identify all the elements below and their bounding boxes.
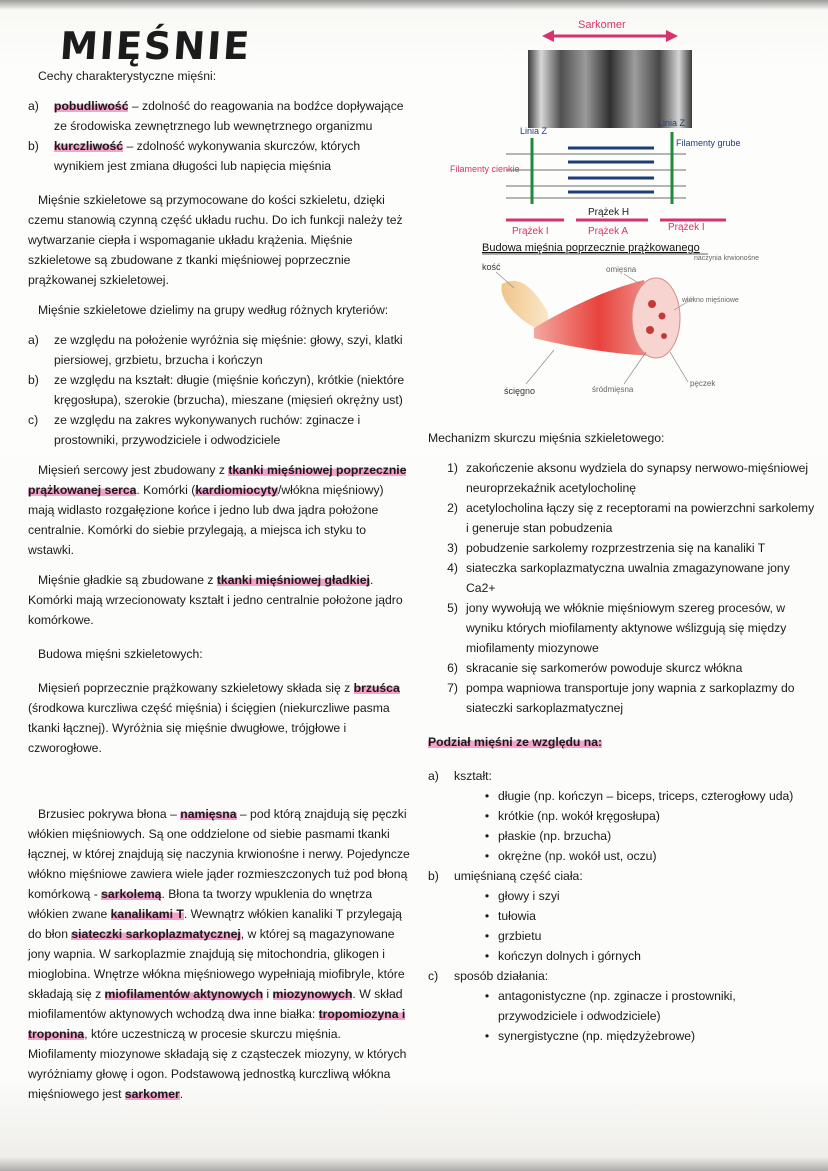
bullet-item: • płaskie (np. brzucha): [484, 829, 612, 843]
division-group: c) sposób działania:: [428, 969, 549, 983]
step-item: 4) siateczka sarkoplazmatyczna uwalnia zmagazynowane jony Ca2+: [447, 561, 790, 595]
mechanism-steps: [428, 458, 818, 718]
para-skeletal: Mięśnie szkieletowe są przymocowane do kości szkieletu, dzięki czemu stanowią czynną część układu ruchu. Do ich funkcji należy też wytwarzanie ciepła i wspomaganie układu krążenia. Mięśnie szkieletowe są zbudowane z tkanki mięśniowej poprzecznie prążkowanej szkieletowej.: [28, 193, 403, 287]
bullet-item: • grzbietu: [484, 929, 542, 943]
bullet-item: • krótkie (np. wokół kręgosłupa): [484, 809, 660, 823]
bullet-item: • długie (np. kończyn – biceps, triceps, czterogłowy uda): [484, 789, 794, 803]
label-fiber: włókno mięśniowe: [682, 297, 739, 304]
bullet-item: • antagonistyczne (np. zginacze i prostowniki, przywodziciele i odwodziciele): [484, 989, 736, 1023]
z-line-right-label: Linia Z: [658, 118, 686, 128]
group-item: b) ze względu na kształt: długie (mięśnie kończyn), krótkie (niektóre kręgosłupa), szerokie (brzucha), mieszane (mięsień okrężny ust): [28, 373, 405, 407]
division-group: b) umięśnianą część ciała:: [428, 869, 583, 883]
band-i-right-label: Prążek I: [668, 222, 705, 233]
label-epimysium: omięsna: [606, 265, 637, 274]
feature-item: b) kurczliwość – zdolność wykonywania skurczów, których wynikiem jest zmiana długości lub napięcia mięśnia: [28, 139, 361, 173]
mechanism-heading: Mechanizm skurczu mięśnia szkieletowego:: [428, 431, 665, 445]
top-shadow: [0, 0, 828, 10]
thin-filaments-label: Filamenty cienkie: [450, 164, 520, 174]
groups-intro: Mięśnie szkieletowe dzielimy na grupy według różnych kryteriów:: [38, 303, 389, 317]
step-item: 7) pompa wapniowa transportuje jony wapnia z sarkoplazmy do siateczki sarkoplazmatycznej: [447, 681, 795, 715]
para-heart: Mięsień sercowy jest zbudowany z tkanki mięśniowej poprzecznie prążkowanej serca. Komórki (kardiomiocyty/włókna mięśniowy) mają widlasto rozgałęzione końce i jedno lub dwa jądra położone centralnie. Komórki do siebie przylegają, a miejsca ich styku to wstawki.: [28, 463, 407, 557]
z-line-left-label: Linia Z: [520, 126, 548, 136]
muscle-figure: [474, 240, 814, 410]
sarcomere-label: Sarkomer: [578, 19, 626, 31]
group-item: a) ze względu na położenie wyróżnia się mięśnie: głowy, szyi, klatki piersiowej, grzbietu, brzucha i kończyn: [28, 333, 403, 367]
sarcomere-diagram: [446, 14, 816, 240]
features-heading: Cechy charakterystyczne mięśni:: [38, 69, 217, 83]
label-bundle: pęczek: [690, 379, 716, 388]
term-pobudliwosc: pobudliwość: [54, 99, 129, 113]
bullet-item: • synergistyczne (np. międzyżebrowe): [484, 1029, 696, 1043]
right-column: [428, 428, 818, 1046]
label-endomysium: śródmięsna: [592, 385, 634, 394]
label-vessels-line: naczynia krwionośne: [694, 255, 759, 262]
division-heading: Podział mięśni ze względu na:: [428, 735, 603, 749]
para-belly: Mięsień poprzecznie prążkowany szkieletowy składa się z brzuśca (środkowa kurczliwa część mięśnia) i ścięgien (niekurczliwe pasma tkanki łącznej). Wyróżnia się mięśnie dwugłowe, trójgłowe i czworogłowe.: [28, 681, 400, 755]
band-a-label: Prążek A: [588, 226, 629, 237]
band-i-left-label: Prążek I: [512, 226, 549, 237]
structure-heading: Budowa mięśni szkieletowych:: [38, 647, 203, 661]
bullet-item: • kończyn dolnych i górnych: [484, 949, 641, 963]
bullet-item: • głowy i szyi: [484, 889, 560, 903]
label-vessels: [694, 255, 759, 262]
bottom-shadow: [0, 1157, 828, 1171]
para-membrane: Brzusiec pokrywa błona – namięsna – pod którą znajdują się pęczki włókien mięśniowych. Są one oddzielone od siebie pasmami tkanki łącznej, w której znajdują się naczynia krwionośne i nerwy. Pojedyncze włókno mięśniowe zawiera wiele jąder rozmieszczonych tuż pod błoną komórkową - sarkolemą. Błona ta tworzy wpuklenia do wnętrza włókien zwane kanalikami T. Wewnątrz włókien kanaliki T przylegają do błon siateczki sarkoplazmatycznej, w której są magazynowane jony wapnia. W sarkoplazmie znajdują się mitochondria, glikogen i mioglobina. Wnętrze włókna mięśniowego wypełniają miofibryle, które składają się z miofilamentów aktynowych i miozynowych. W skład miofilamentów aktynowych wchodzą dwa inne białka: tropomiozyna i troponina, które uczestniczą w procesie skurczu mięśnia. Miofilamenty miozynowe składają się z cząsteczek miozyny, w których wyróżniamy głowę i ogon. Podstawową jednostką kurczliwą włókna mięśniowego jest sarkomer.: [28, 807, 410, 1101]
bullet-item: • okrężne (np. wokół ust, oczu): [484, 849, 657, 863]
arrow-head-right: [666, 30, 678, 42]
step-item: 6) skracanie się sarkomerów powoduje skurcz włókna: [447, 661, 743, 675]
feature-item: a) pobudliwość – zdolność do reagowania na bodźce dopływające ze środowiska zewnętrznego lub wewnętrznego organizmu: [28, 99, 404, 133]
figure-caption: Budowa mięśnia poprzecznie prążkowanego: [482, 242, 700, 254]
bullet-item: • tułowia: [484, 909, 536, 923]
left-column: [28, 66, 410, 1104]
step-item: 1) zakończenie aksonu wydziela do synapsy nerwowo-mięśniowej neuroprzekaźnik acetylocholinę: [447, 461, 809, 495]
label-bone: kość: [482, 262, 501, 272]
label-tendon: ścięgno: [504, 386, 536, 396]
division-group: a) kształt:: [428, 769, 492, 783]
step-item: 2) acetylocholina łączy się z receptorami na powierzchni sarkolemy i generuje stan pobudzenia: [447, 501, 815, 535]
muscle-cross-section: [632, 278, 680, 358]
group-item: c) ze względu na zakres wykonywanych ruchów: zginacze i prostowniki, przywodziciele i odwodziciele: [28, 413, 361, 447]
arrow-head-left: [542, 30, 554, 42]
micrograph: [528, 50, 692, 128]
para-smooth: Mięśnie gładkie są zbudowane z tkanki mięśniowej gładkiej. Komórki mają wrzecionowaty kształt i jedno centralnie położone jądro komórkowe.: [28, 573, 403, 627]
page-title: MIĘŚNIE: [58, 24, 253, 68]
term-kurczliwosc: kurczliwość: [54, 139, 124, 153]
band-h-label: Prążek H: [588, 207, 630, 218]
thick-filaments-label: Filamenty grube: [676, 138, 741, 148]
bone-shape: [501, 281, 548, 328]
step-item: 3) pobudzenie sarkolemy rozprzestrzenia się na kanaliki T: [447, 541, 766, 555]
step-item: 5) jony wywołują we włóknie mięśniowym szereg procesów, w wyniku których miofilamenty aktynowe wślizgują się między miofilamenty miozynowe: [447, 601, 787, 655]
